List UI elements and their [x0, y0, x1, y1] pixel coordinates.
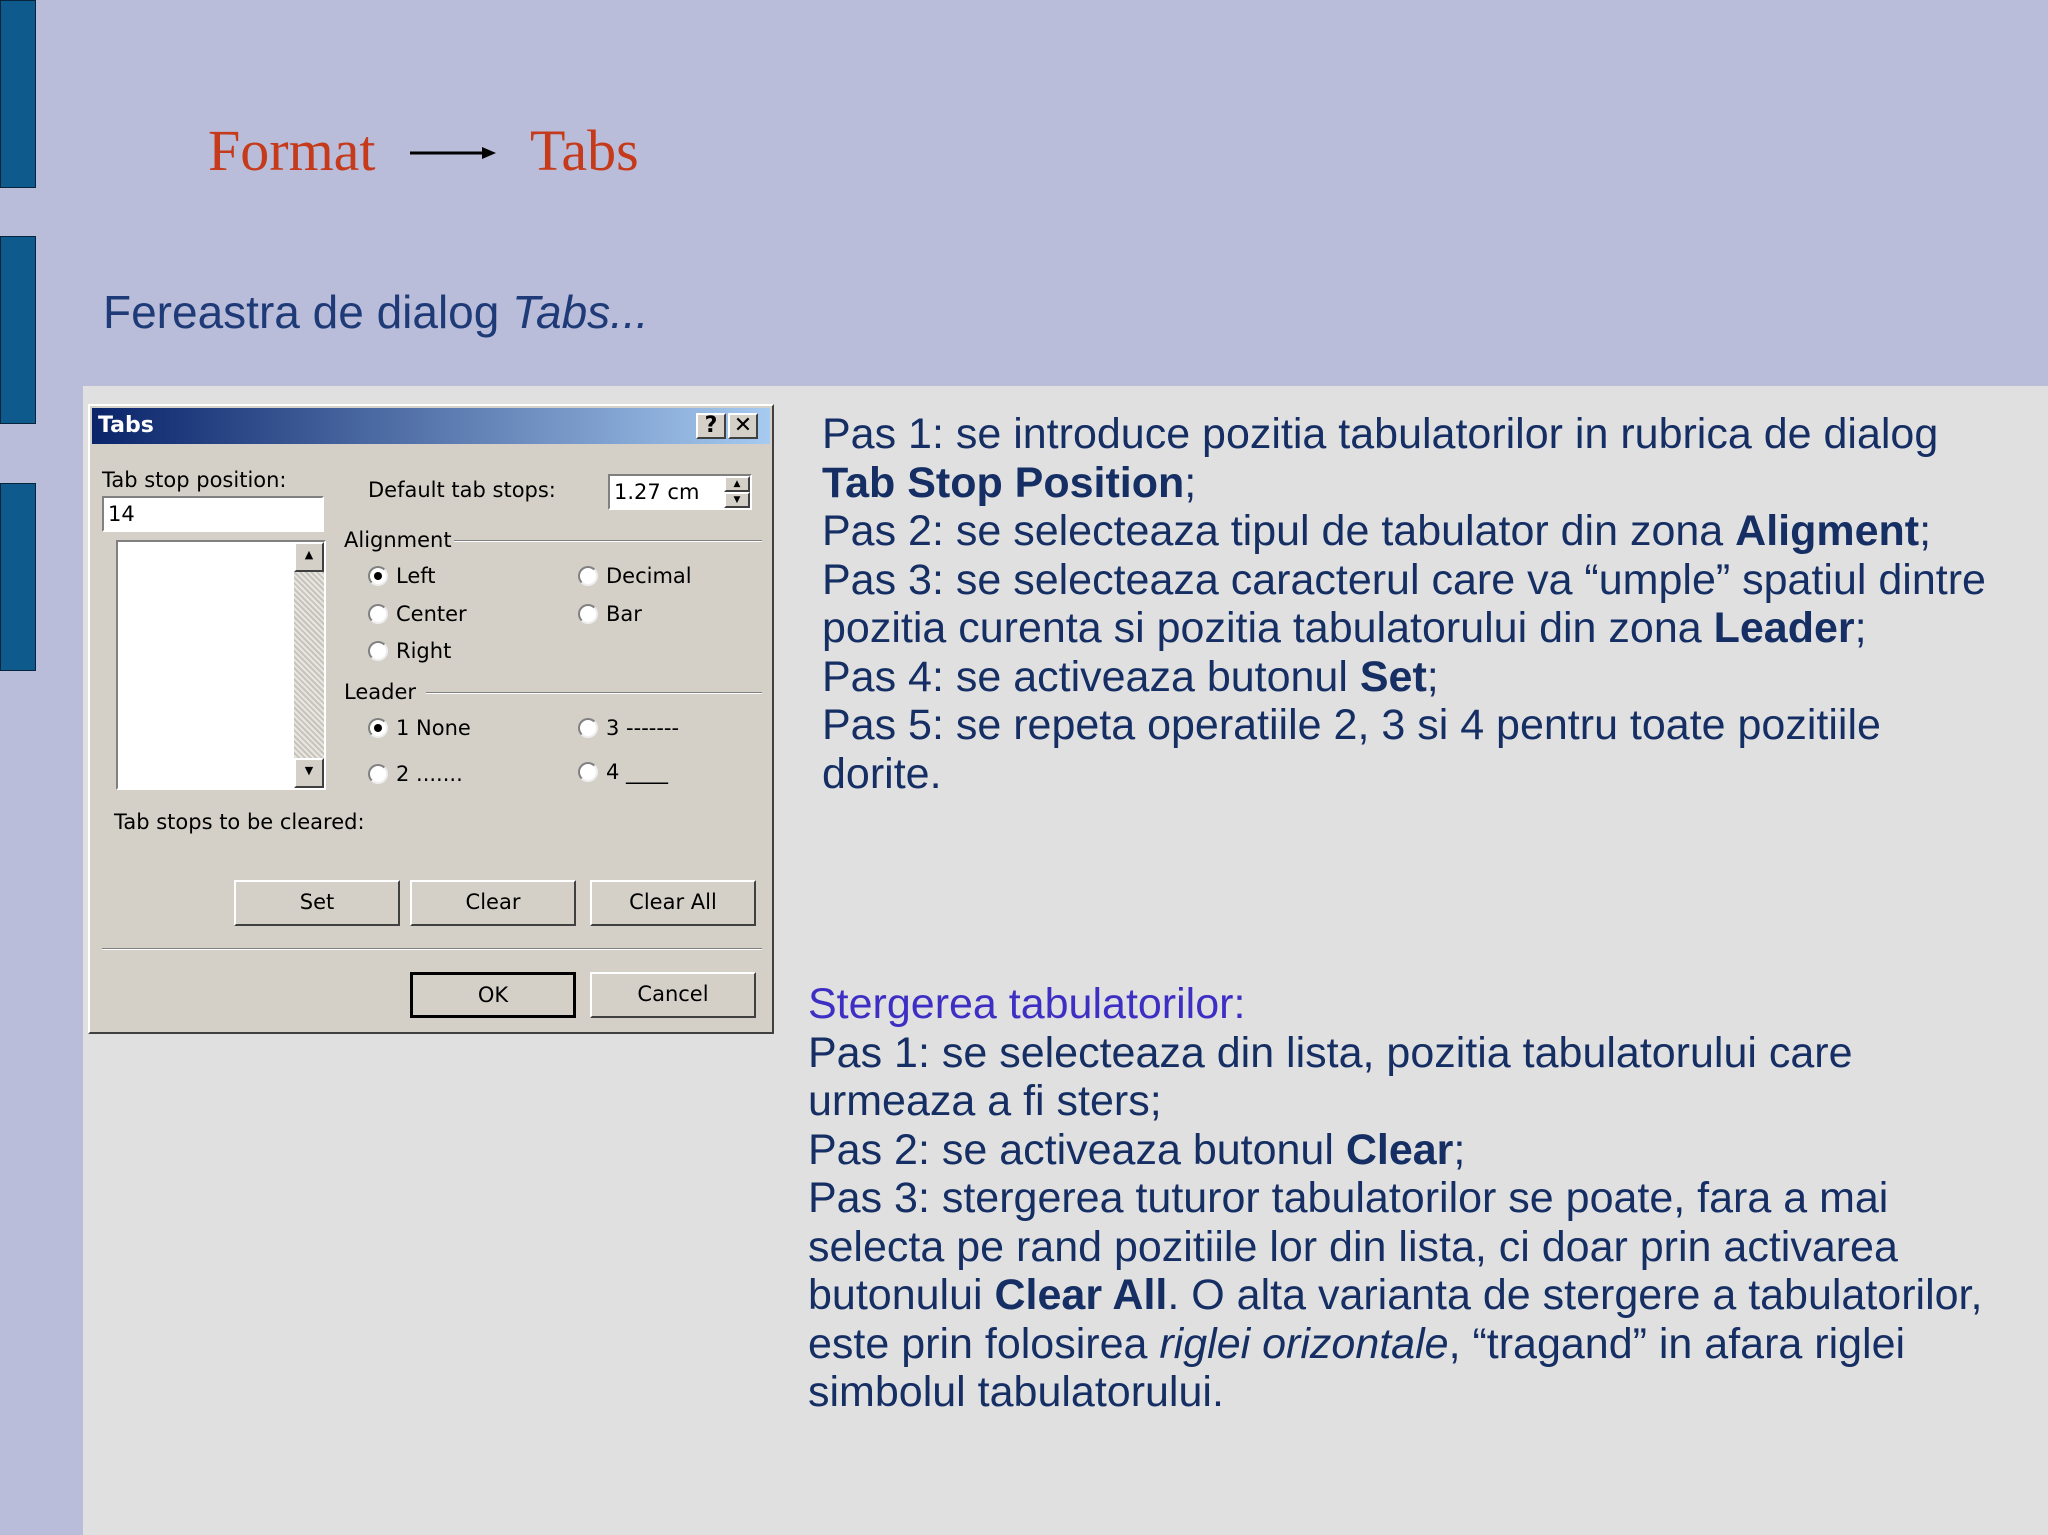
- step-2: [822, 507, 1992, 556]
- dialog-titlebar: [92, 408, 770, 444]
- clear-step-2: [808, 1126, 2008, 1175]
- step-1-end: ;: [1184, 458, 1197, 507]
- leader-underline-label: 4 ____: [606, 760, 669, 784]
- step-4-end: ;: [1426, 652, 1439, 701]
- clearing-text: [808, 980, 2008, 1417]
- leader-none-label: 1 None: [396, 716, 471, 740]
- steps-text: [822, 410, 1992, 798]
- radio-align-bar[interactable]: [578, 604, 598, 624]
- clear-step-3-end: , “tragand” in afara riglei simbolul tabulatorului.: [808, 1319, 1906, 1416]
- step-1-text: Pas 1: se introduce pozitia tabulatorilor in rubrica de dialog: [822, 410, 1939, 458]
- tab-stops-cleared-label: Tab stops to be cleared:: [114, 810, 365, 834]
- step-1-bold: Tab Stop Position: [822, 458, 1185, 507]
- step-3: [822, 556, 1992, 653]
- slide-title-format: Format: [208, 118, 376, 183]
- leader-group-label: Leader: [344, 680, 417, 704]
- step-2-text: Pas 2: se selecteaza tipul de tabulator din zona: [822, 507, 1736, 555]
- clear-step-2-end: ;: [1453, 1125, 1466, 1174]
- radio-leader-dots[interactable]: [368, 764, 388, 784]
- tabs-dialog: [88, 404, 774, 1034]
- tab-stop-position-label: Tab stop position:: [102, 468, 287, 492]
- align-left-label: Left: [396, 564, 436, 588]
- radio-align-decimal[interactable]: [578, 566, 598, 586]
- alignment-divider: [454, 540, 762, 542]
- scroll-up-button[interactable]: ▲: [294, 542, 324, 572]
- default-tab-stops-label: Default tab stops:: [368, 478, 556, 502]
- step-3-end: ;: [1854, 604, 1867, 652]
- clear-step-3: [808, 1174, 2008, 1417]
- align-bar-label: Bar: [606, 602, 642, 626]
- radio-leader-none[interactable]: [368, 718, 388, 738]
- radio-align-left[interactable]: [368, 566, 388, 586]
- step-3-bold: Leader: [1713, 604, 1855, 652]
- tab-stop-position-input[interactable]: [102, 496, 324, 532]
- subtitle-text: Fereastra de dialog: [103, 286, 513, 338]
- step-2-bold: Aligment: [1735, 507, 1920, 555]
- align-right-label: Right: [396, 639, 452, 663]
- radio-leader-dashes[interactable]: [578, 718, 598, 738]
- buttons-divider: [102, 948, 762, 950]
- spinner-down-button[interactable]: ▼: [724, 492, 750, 508]
- step-4-text: Pas 4: se activeaza butonul: [822, 652, 1360, 701]
- step-4-bold: Set: [1359, 652, 1427, 701]
- ok-button[interactable]: OK: [410, 972, 576, 1018]
- radio-align-right[interactable]: [368, 641, 388, 661]
- scroll-down-button[interactable]: ▼: [294, 758, 324, 788]
- alignment-group-label: Alignment: [344, 528, 452, 552]
- default-tab-stops-spinner[interactable]: [608, 474, 752, 510]
- list-scrollbar[interactable]: [294, 542, 324, 788]
- leader-dots-label: 2 .......: [396, 762, 463, 786]
- clear-step-2-text: Pas 2: se activeaza butonul: [808, 1125, 1346, 1174]
- clear-step-3-italic: riglei orizontale: [1159, 1319, 1449, 1368]
- close-button[interactable]: ✕: [728, 413, 758, 439]
- tab-stop-position-value: 14: [108, 502, 135, 526]
- clear-step-1: Pas 1: se selecteaza din lista, pozitia tabulatorului care urmeaza a fi sters;: [808, 1028, 1853, 1125]
- radio-align-center[interactable]: [368, 604, 388, 624]
- cancel-button[interactable]: Cancel: [590, 972, 756, 1018]
- step-5: Pas 5: se repeta operatiile 2, 3 si 4 pentru toate pozitiile dorite.: [822, 701, 1881, 798]
- step-1: [822, 410, 1992, 507]
- clear-all-button[interactable]: Clear All: [590, 880, 756, 926]
- slide-title-tabs: Tabs: [530, 118, 639, 183]
- align-decimal-label: Decimal: [606, 564, 692, 588]
- dialog-title: Tabs: [98, 413, 154, 438]
- default-tab-stops-value: 1.27 cm: [614, 480, 700, 504]
- clear-step-3-bold: Clear All: [994, 1271, 1168, 1319]
- help-button[interactable]: ?: [696, 413, 726, 439]
- radio-leader-underline[interactable]: [578, 762, 598, 782]
- leader-divider: [426, 692, 762, 694]
- side-bar-top: [0, 0, 36, 188]
- clear-step-2-bold: Clear: [1345, 1125, 1454, 1174]
- set-button[interactable]: Set: [234, 880, 400, 926]
- clear-step-3-text: Pas 3: stergerea tuturor tabulatorilor se poate, fara a mai selecta pe rand pozitiile lor din lista, ci doar prin activarea butonului: [808, 1174, 1898, 1319]
- step-3-text: Pas 3: se selecteaza caracterul care va “umple” spatiul dintre pozitia curenta si pozitia tabulatorului din zona: [822, 555, 1986, 652]
- arrow-right-icon: [408, 143, 498, 163]
- side-bar-middle: [0, 236, 36, 424]
- clear-button[interactable]: Clear: [410, 880, 576, 926]
- side-bar-bottom: [0, 483, 36, 671]
- leader-dashes-label: 3 -------: [606, 716, 680, 740]
- subtitle-italic: Tabs...: [512, 286, 649, 338]
- spinner-up-button[interactable]: ▲: [724, 476, 750, 492]
- tab-stops-list[interactable]: [116, 540, 326, 790]
- slide-subtitle: [103, 282, 649, 342]
- step-4: [822, 653, 1992, 702]
- step-2-end: ;: [1919, 507, 1932, 555]
- clearing-heading: Stergerea tabulatorilor:: [808, 980, 1246, 1028]
- clear-step-3-mid: . O alta varianta de stergere a tabulatorilor, este prin folosirea: [808, 1271, 1983, 1368]
- align-center-label: Center: [396, 602, 467, 626]
